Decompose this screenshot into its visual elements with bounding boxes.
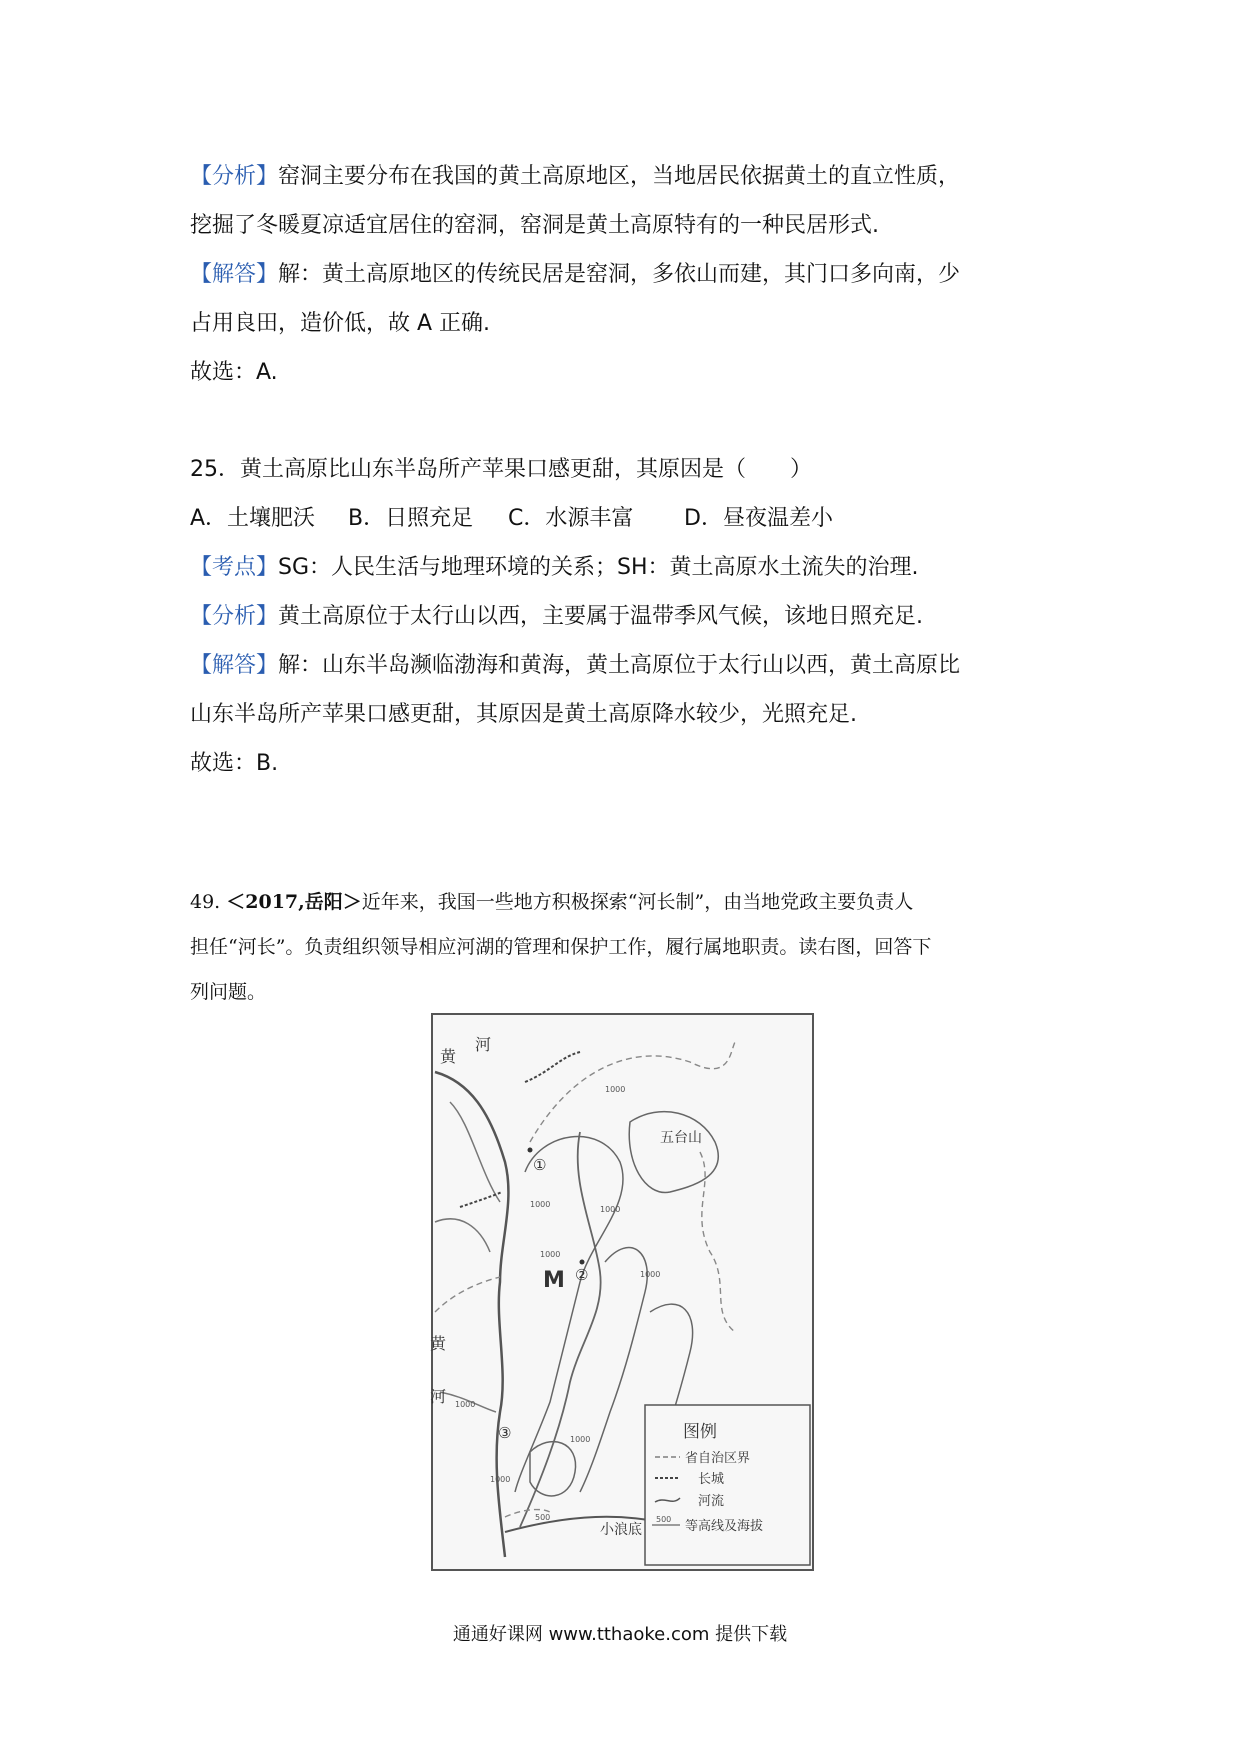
question-text: 近年来，我国一些地方积极探索“河长制”，由当地党政主要负责人 xyxy=(361,891,914,913)
map-legend xyxy=(645,1405,810,1565)
q49 xyxy=(190,880,1060,1015)
option-b: B．日照充足 xyxy=(348,506,474,531)
contour-value: 1000 xyxy=(540,1250,561,1259)
region-label: M xyxy=(543,1268,565,1293)
options xyxy=(190,494,1060,543)
kaodian-tag: 【考点】 xyxy=(190,555,279,580)
marker-2: ② xyxy=(575,1266,589,1284)
legend-item: 省自治区界 xyxy=(685,1451,751,1466)
place-label: 小浪底 xyxy=(600,1522,642,1538)
contour-value: 1000 xyxy=(455,1400,476,1409)
option-c: C．水源丰富 xyxy=(508,506,634,531)
river-label: 黄 xyxy=(430,1334,447,1353)
question-number: 49. xyxy=(190,891,221,913)
answer-text: 解：山东半岛濒临渤海和黄海，黄土高原位于太行山以西，黄土高原比 xyxy=(278,653,961,678)
topographic-map xyxy=(430,1012,815,1572)
option-d: D．昼夜温差小 xyxy=(684,506,833,531)
marker-1: ① xyxy=(533,1156,547,1174)
legend-item: 长城 xyxy=(698,1472,725,1487)
option-a: A．土壤肥沃 xyxy=(190,506,316,531)
river-label: 黄 xyxy=(440,1047,457,1066)
analysis-text: 窑洞主要分布在我国的黄土高原地区，当地居民依据黄土的直立性质， xyxy=(278,164,961,189)
contour-value: 1000 xyxy=(570,1435,591,1444)
page-footer: 通通好课网 www.tthaoke.com 提供下载 xyxy=(452,1624,788,1645)
analysis-text: 挖掘了冬暖夏凉适宜居住的窑洞，窑洞是黄土高原特有的一种民居形式. xyxy=(190,213,879,238)
legend-item: 河流 xyxy=(698,1494,725,1509)
contour-value: 1000 xyxy=(605,1085,626,1094)
answer-text: 解：黄土高原地区的传统民居是窑洞，多依山而建，其门口多向南，少 xyxy=(278,262,961,287)
contour-value: 1000 xyxy=(490,1475,511,1484)
contour-value: 1000 xyxy=(640,1270,661,1279)
question-source: ＜2017,岳阳＞ xyxy=(226,891,362,913)
legend-item: 等高线及海拔 xyxy=(685,1519,764,1534)
mountain-label: 五台山 xyxy=(660,1130,702,1146)
contour-value: 1000 xyxy=(600,1205,621,1214)
analysis-tag: 【分析】 xyxy=(190,164,279,189)
answer-tag: 【解答】 xyxy=(190,262,279,287)
legend-title: 图例 xyxy=(683,1422,717,1442)
contour-value: 500 xyxy=(535,1513,551,1522)
contour-value: 1000 xyxy=(530,1200,551,1209)
question-text: 25．黄土高原比山东半岛所产苹果口感更甜，其原因是（ ） xyxy=(190,457,812,482)
answer-tag: 【解答】 xyxy=(190,653,279,678)
river-label: 河 xyxy=(430,1387,447,1406)
river-label: 河 xyxy=(475,1035,492,1054)
legend-contour-sample: 500 xyxy=(656,1515,672,1524)
choice-text: 故选：B. xyxy=(190,751,279,776)
analysis-tag: 【分析】 xyxy=(190,604,279,629)
choice-text: 故选：A. xyxy=(190,360,278,385)
q25 xyxy=(190,445,1060,788)
question-text: 列问题。 xyxy=(190,981,267,1003)
question-text: 担任“河长”。负责组织领导相应河湖的管理和保护工作，履行属地职责。读右图，回答下 xyxy=(190,936,932,958)
marker-3: ③ xyxy=(498,1424,512,1442)
answer-text: 占用良田，造价低，故 A 正确. xyxy=(190,311,491,336)
q24-analysis xyxy=(190,152,1060,397)
kaodian-text: SG：人民生活与地理环境的关系；SH：黄土高原水土流失的治理. xyxy=(278,555,919,580)
answer-text: 山东半岛所产苹果口感更甜，其原因是黄土高原降水较少，光照充足. xyxy=(190,702,857,727)
analysis-text: 黄土高原位于太行山以西，主要属于温带季风气候，该地日照充足. xyxy=(278,604,924,629)
